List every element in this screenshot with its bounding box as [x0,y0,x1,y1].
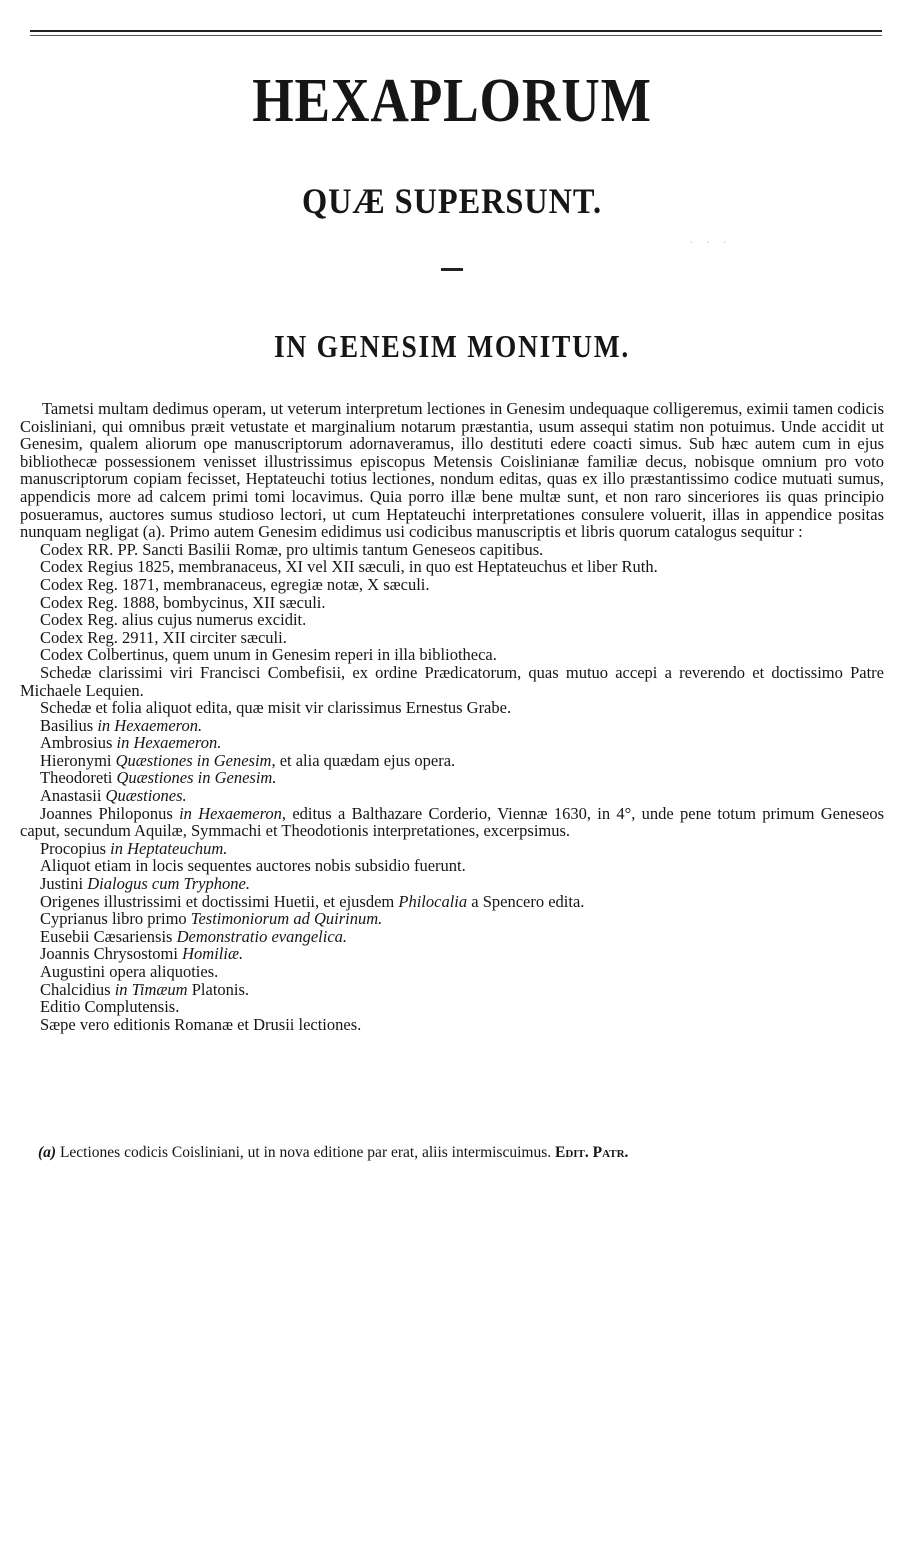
page-subtitle: QUÆ SUPERSUNT. [301,181,603,221]
page-title: HEXAPLORUM [252,67,652,135]
source-entry [20,558,884,576]
source-entry [20,963,884,981]
source-entry [20,981,884,999]
intro-paragraph: Tametsi multam dedimus operam, ut veterum interpretum lectiones in Genesim undequaque colligeremus, eximii tamen codicis Coisliniani, qui omnibus præit vetustate et marginalium notarum præstantia, usum assequi statim non potuimus. Unde accidit ut Genesim, qualem aliorum ope manuscriptorum adornaveramus, illo destituti edere coacti simus. Sub hæc autem cum in ejus bibliothecæ possessionem venisset illustrissimus episcopus Metensis Coislinianæ familiæ decus, nobisque omnium pro voto manuscriptorum copiam fecisset, Heptateuchi totius lectiones, nondum editas, quas ex illo præstantissimo codice mutuati sumus, appendicis more ad calcem primi tomi locavimus. Quia porro illæ bene multæ sunt, et non raro sinceriores iis quas principio posueramus, auctores sumus studioso lectori, ut cum Heptateuchi interpretationes consulere voluerit, illas in appendice positas nunquam negligat (a). Primo autem Genesim edidimus usi codicibus manuscriptis et libris quorum catalogus sequitur : [20,399,884,542]
source-entry-title: in Timæum [114,979,188,999]
source-entry-text: Chalcidius [40,979,115,999]
source-entry-text: Procopius [40,838,111,858]
source-entry-text: Eusebii Cæsariensis [40,926,177,946]
print-specks: · · · [690,238,732,247]
source-entry-text: Schedæ et folia aliquot edita, quæ misit vir clarissimus Ernestus Grabe. [40,698,512,718]
source-entry-title: Quæstiones in Genesim [115,750,272,770]
source-entry-text: Editio Complutensis. [40,997,180,1017]
source-entry-text: Theodoreti [40,768,117,788]
source-entry-title: in Hexaemeron [179,803,282,823]
source-entry-title: Philocalia [398,891,468,911]
source-entry [20,787,884,805]
source-entry [20,611,884,629]
source-entry-text: Schedæ clarissimi viri Francisci Combefisii, ex ordine Prædicatorum, quas mutuo accepi a reverendo et doctissimo Patre Michaele Lequien. [20,662,884,700]
source-entry-title: Homiliæ. [182,944,244,964]
top-rule [30,30,882,36]
source-entry [20,1016,884,1034]
source-entry-text: Codex Reg. 1888, bombycinus, XII sæculi. [40,592,326,612]
sources-catalog [20,541,884,1034]
source-entry [20,928,884,946]
source-entry-text: Basilius [40,715,98,735]
source-entry-title: Testimoniorum ad Quirinum. [190,909,383,929]
source-entry-text: Joannes Philoponus [40,803,180,823]
source-entry-text: Origenes illustrissimi et doctissimi Huetii, et ejusdem [40,891,399,911]
source-entry-text: Codex Reg. 2911, XII circiter sæculi. [40,627,287,647]
source-entry [20,629,884,647]
source-entry [20,699,884,717]
source-entry-text: Sæpe vero editionis Romanæ et Drusii lectiones. [40,1014,362,1034]
source-entry [20,541,884,559]
source-entry [20,769,884,787]
section-title: IN GENESIM MONITUM. [273,328,631,364]
source-entry-tail: , et alia quædam ejus opera. [271,750,456,770]
source-entry-text: Augustini opera aliquoties. [40,962,219,981]
footnote-signature: Edit. Patr. [554,1144,629,1161]
source-entry-tail: a Spencero edita. [467,891,585,911]
source-entry-text: Codex RR. PP. Sancti Basilii Romæ, pro ultimis tantum Geneseos capitibus. [40,539,544,559]
source-entry [20,945,884,963]
source-entry-title: in Hexaemeron. [97,715,203,735]
source-entry [20,840,884,858]
source-entry-text: Cyprianus libro primo [40,909,191,929]
source-entry-text: Anastasii [40,786,106,806]
source-entry-text: Codex Reg. alius cujus numerus excidit. [40,610,307,630]
footnote [38,1144,868,1162]
source-entry [20,910,884,928]
source-entry-text: Ambrosius [40,733,117,753]
source-entry [20,594,884,612]
footnote-text: Lectiones codicis Coisliniani, ut in nova editione par erat, aliis intermiscuimus. [56,1144,555,1161]
source-entry-text: Codex Regius 1825, membranaceus, XI vel XII sæculi, in quo est Heptateuchus et liber Ruth. [40,557,658,577]
source-entry [20,857,884,875]
source-entry-text: Justini [40,874,88,894]
source-entry [20,805,884,840]
source-entry [20,998,884,1016]
source-entry-text: Joannis Chrysostomi [40,944,183,964]
source-entry-title: Dialogus cum Tryphone. [87,874,250,894]
source-entry [20,576,884,594]
source-entry [20,875,884,893]
source-entry [20,734,884,752]
source-entry [20,752,884,770]
source-entry-text: Codex Colbertinus, quem unum in Genesim reperi in illa bibliotheca. [40,645,497,665]
source-entry-title: Demonstratio evangelica. [176,926,348,946]
source-entry-text: Hieronymi [40,750,116,770]
source-entry [20,646,884,664]
source-entry-title: Quæstiones in Genesim. [116,768,277,788]
source-entry-tail: , editus a Balthazare Corderio, Viennæ 1630, in 4°, unde pene totum primum Geneseos caput, secundum Aquilæ, Symmachi et Theodotionis interpretationes, excerpsimus. [20,803,884,841]
source-entry-text: Codex Reg. 1871, membranaceus, egregiæ notæ, X sæculi. [40,574,430,594]
source-entry-text: Aliquot etiam in locis sequentes auctores nobis subsidio fuerunt. [40,856,466,876]
source-entry-title: Quæstiones. [105,786,187,806]
title-divider [441,268,463,271]
monitum-body [20,400,884,1033]
source-entry-title: in Hexaemeron. [116,733,222,753]
source-entry-tail: Platonis. [187,979,250,999]
source-entry [20,664,884,699]
source-entry [20,717,884,735]
footnote-mark: (a) [38,1144,57,1161]
source-entry-title: in Heptateuchum. [110,838,228,858]
source-entry [20,893,884,911]
